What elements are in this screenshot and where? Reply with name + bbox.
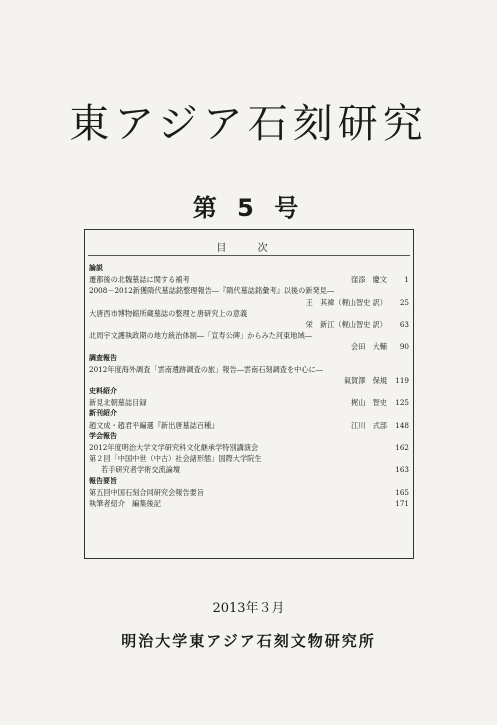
toc-heading: 目 次 [216,243,282,254]
toc-entry [89,341,409,352]
toc-entry-page: 162 [395,443,409,452]
toc-entry-title: 新刊紹介 [89,409,117,418]
toc-entry-title: 遷都後の北魏墓誌に関する補考 [89,275,190,285]
toc-entry [89,319,409,330]
toc-entry-author: 王 其褘（梶山智史 訳） [305,297,387,307]
toc-entry-title: 論説 [89,264,103,272]
publication-date: 2013年３月 [212,601,285,616]
journal-title: 東アジア石刻研究 [69,101,428,147]
toc-divider [88,255,410,256]
toc-entry-title: 史料紹介 [89,387,117,396]
toc-entry-page: 63 [399,319,409,329]
toc-entry [89,420,409,431]
toc-entry-author: 窪添 慶文 [351,275,387,285]
toc-entry-page: 90 [399,342,409,352]
toc-entry-page: 1 [404,275,409,285]
publisher-name: 明治大学東アジア石刻文物研究所 [121,632,376,650]
toc-section-heading [89,476,409,487]
toc-entry-title: 2012年度海外調査「雲南遺跡調査の旅」報告―雲南石刻調査を中心に― [89,364,323,374]
toc-entry-title: 若手研究者学術交流論壇 [101,465,181,475]
toc-entry-author: 栄 新江（梶山智史 訳） [305,319,387,329]
toc-entry-page: 125 [395,398,409,408]
toc-entry-title: 学会報告 [89,431,117,440]
toc-section-heading [89,353,409,364]
toc-entry [89,397,409,408]
toc-entry-author: 梶山 智史 [351,398,387,408]
toc-entry [89,453,409,464]
toc-entry-title: 執筆者紹介 編集後記 [89,498,161,508]
toc-list [89,263,409,509]
toc-entry-title: 新見北朝墓誌目録 [89,398,147,408]
toc-entry-title: 第２回「中国中世（中古）社会諸形態」国際大学院生 [89,454,262,464]
toc-entry [89,364,409,375]
toc-entry [89,487,409,498]
toc-entry-title: 第五回中国石刻合同研究会報告要旨 [89,487,205,497]
toc-entry-page: 171 [395,498,409,508]
toc-entry [89,308,409,319]
toc-entry [89,464,409,475]
toc-entry-author: 江川 式部 [351,420,387,430]
toc-section-heading [89,263,409,274]
toc-entry-page: 163 [395,465,409,475]
toc-entry-page: 148 [395,420,409,430]
toc-entry [89,375,409,386]
toc-entry [89,330,409,341]
toc-entry [89,274,409,285]
toc-entry-title: 趙文成・趙君平編選『新出唐墓誌百種』 [89,420,219,430]
toc-section-heading [89,408,409,419]
toc-entry-title: 調査報告 [89,353,117,362]
toc-entry-page: 165 [395,487,409,497]
toc-entry-author: 会田 大輔 [351,342,387,352]
table-of-contents [84,229,414,559]
toc-entry-author: 氣賀澤 保規 [343,375,387,385]
issue-number: 第 5 号 [192,194,305,222]
toc-entry-title: 2012年度明治大学文学研究科文化継承学特別講演会 [89,443,259,452]
toc-section-heading [89,386,409,397]
toc-entry-title: 報告要旨 [89,476,117,485]
toc-entry [89,498,409,509]
toc-entry-title: 大唐西市博物館所蔵墓誌の整理と唐研究上の意義 [89,308,248,318]
toc-entry [89,285,409,296]
toc-entry-title: 北周宇文護執政期の地方統治体制―「宣寿公碑」からみた河東地域― [89,331,312,341]
toc-entry [89,297,409,308]
toc-entry-page: 119 [395,375,409,385]
toc-entry-title: 2008－2012新獲隋代墓誌銘整理報告―『隋代墓誌銘彙考』以後の新発見― [89,286,335,296]
toc-entry [89,442,409,453]
toc-section-heading [89,431,409,442]
toc-entry-page: 25 [399,297,409,307]
